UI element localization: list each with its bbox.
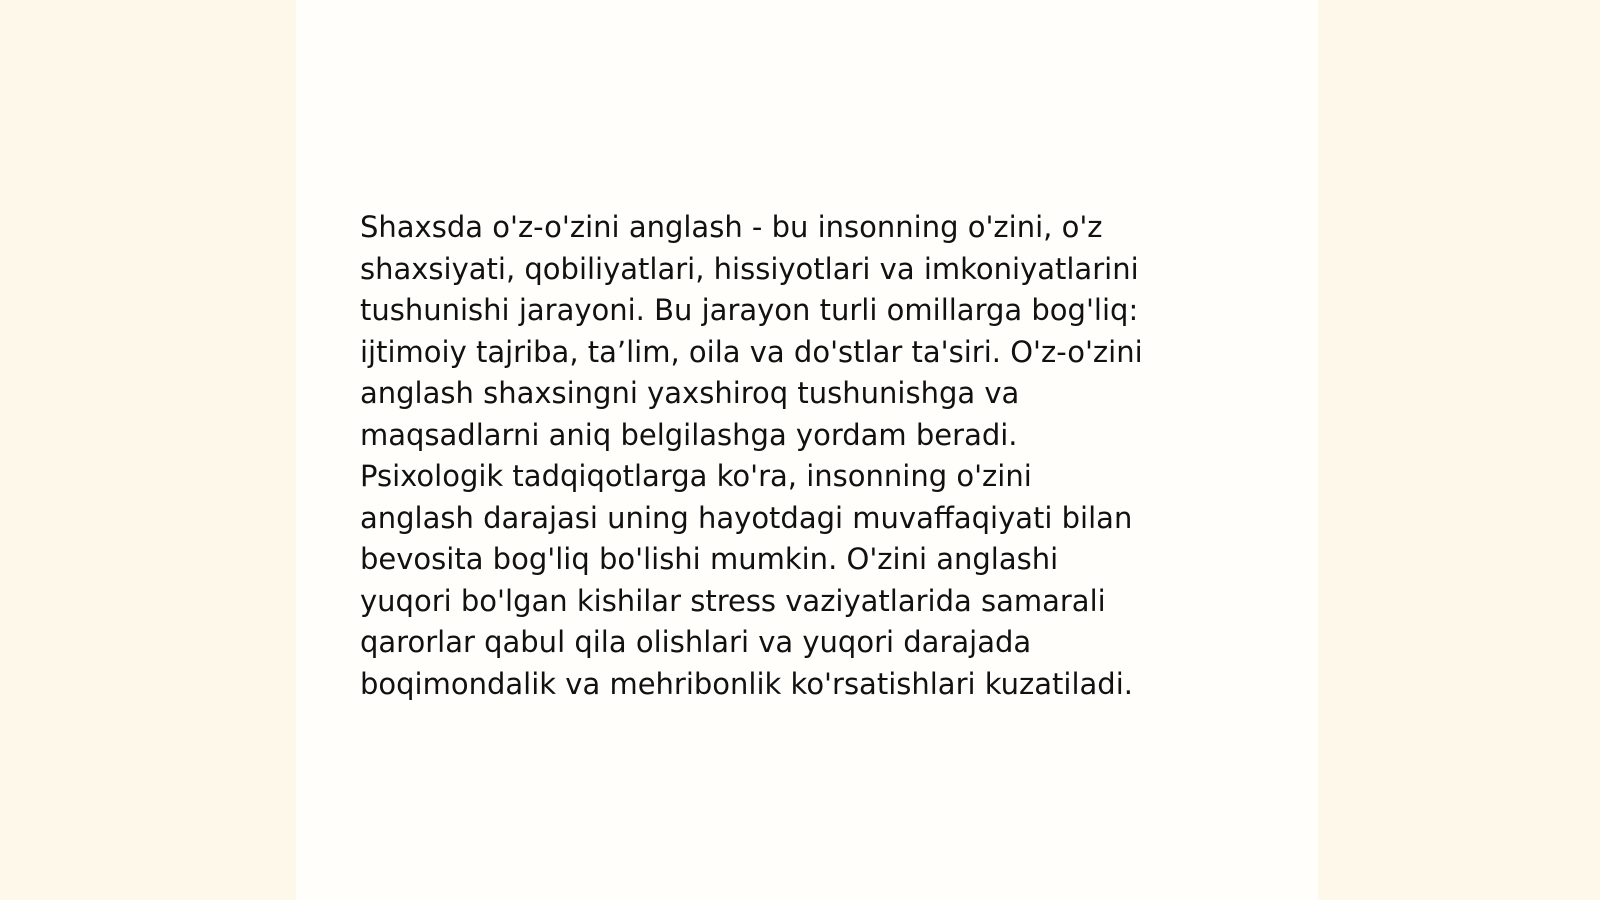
text-line-10: yuqori bo'lgan kishilar stress vaziyatlarida samarali bbox=[360, 583, 1106, 618]
text-line-8: anglash darajasi uning hayotdagi muvaffaqiyati bilan bbox=[360, 500, 1133, 535]
right-margin bbox=[1318, 0, 1600, 900]
text-line-3: tushunishi jarayoni. Bu jarayon turli omillarga bog'liq: bbox=[360, 293, 1139, 327]
text-line-11: qarorlar qabul qila olishlari va yuqori darajada bbox=[360, 625, 1032, 659]
text-line-5: anglash shaxsingni yaxshiroq tushunishga va bbox=[360, 376, 1020, 410]
text-line-12: boqimondalik va mehribonlik ko'rsatishlari kuzatiladi. bbox=[360, 666, 1133, 701]
slide-page bbox=[296, 0, 1318, 900]
left-margin bbox=[0, 0, 296, 900]
text-line-7: Psixologik tadqiqotlarga ko'ra, insonning o'zini bbox=[360, 459, 1032, 493]
text-line-9: bevosita bog'liq bo'lishi mumkin. O'zini anglashi bbox=[360, 542, 1059, 576]
text-line-4: ijtimoiy tajriba, ta’lim, oila va do'stlar ta'siri. O'z-o'zini bbox=[360, 334, 1143, 369]
slide-body-text bbox=[360, 207, 1260, 705]
text-line-1: Shaxsda o'z-o'zini anglash - bu insonning o'zini, o'z bbox=[360, 210, 1103, 244]
text-line-2: shaxsiyati, qobiliyatlari, hissiyotlari va imkoniyatlarini bbox=[360, 251, 1139, 286]
text-line-6: maqsadlarni aniq belgilashga yordam beradi. bbox=[360, 417, 1018, 452]
